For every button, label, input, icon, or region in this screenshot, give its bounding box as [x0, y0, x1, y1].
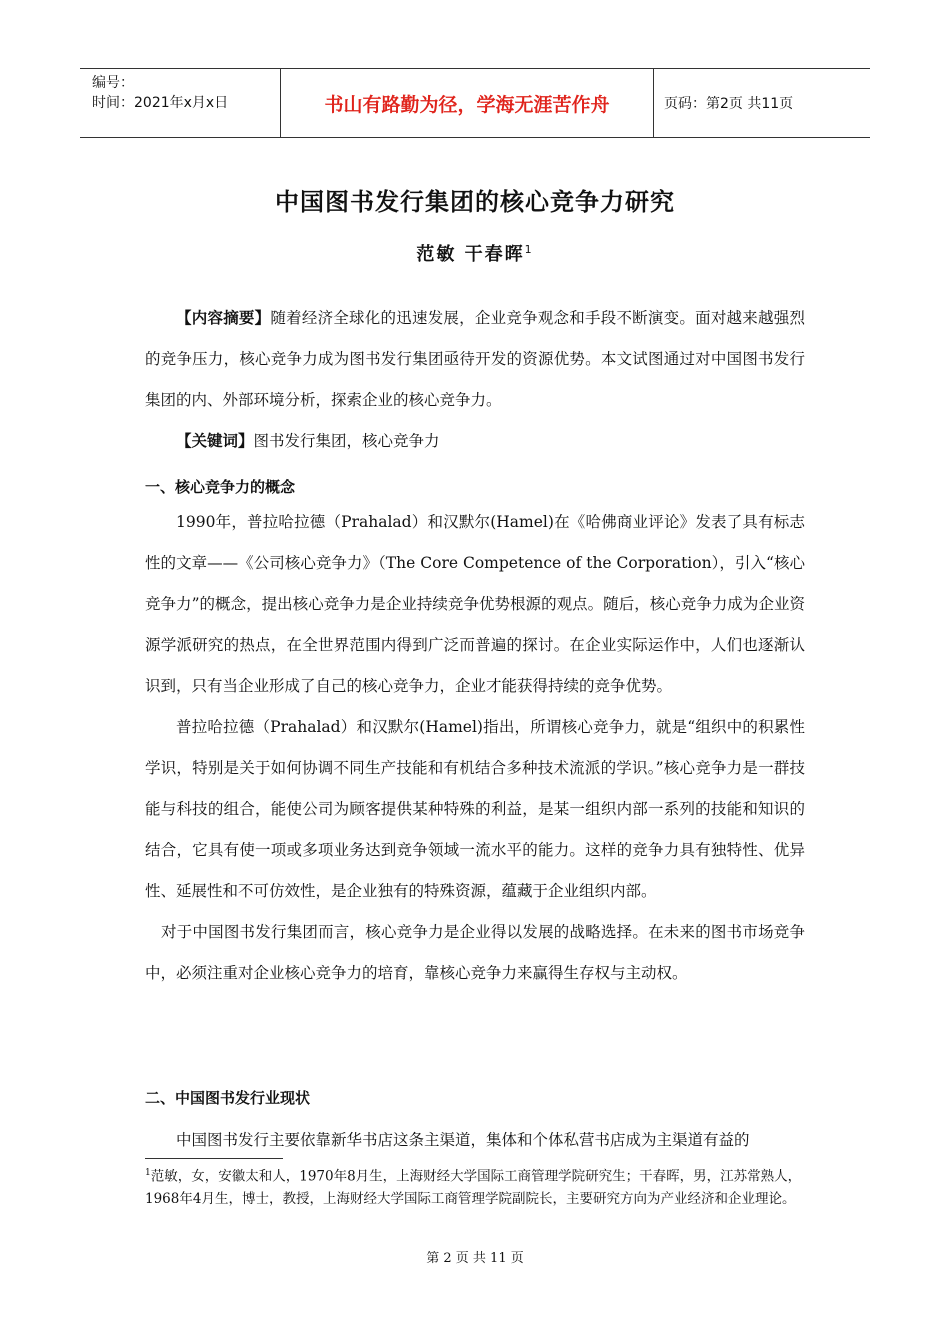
document-title: 中国图书发行集团的核心竞争力研究 — [275, 188, 675, 216]
section-2-paragraph-1: 中国图书发行主要依靠新华书店这条主渠道，集体和个体私营书店成为主渠道有益的 — [176, 1131, 750, 1149]
abstract-label: 【内容摘要】 — [176, 309, 271, 327]
section-1-paragraph-3: 对于中国图书发行集团而言，核心竞争力是企业得以发展的战略选择。在未来的图书市场竞争中，必须注重对企业核心竞争力的培育，靠核心竞争力来赢得生存权与主动权。 — [145, 923, 805, 982]
header-motto: 书山有路勤为径，学海无涯苦作舟 — [324, 93, 610, 116]
section-1-heading: 一、核心竞争力的概念 — [145, 478, 296, 496]
keywords-paragraph — [145, 421, 805, 462]
authors-line — [0, 240, 950, 266]
abstract-block — [145, 298, 805, 462]
header-date: 时间：2021年x月x日 — [92, 95, 229, 111]
abstract-paragraph — [145, 298, 805, 421]
footnote-divider — [145, 1158, 283, 1159]
section-1-paragraph-2: 普拉哈拉德（Prahalad）和汉默尔(Hamel)指出，所谓核心竞争力，就是“组织中的积累性学识，特别是关于如何协调不同生产技能和有机结合多种技术流派的学识。”核心竞争力是一群技能与科技的组合，能使公司为顾客提供某种特殊的利益，是某一组织内部一系列的技能和知识的结合，它具有使一项或多项业务达到竞争领域一流水平的能力。这样的竞争力具有独特性、优异性、延展性和不可仿效性，是企业独有的特殊资源，蕴藏于企业组织内部。 — [145, 718, 805, 900]
section-1-paragraph-1: 1990年，普拉哈拉德（Prahalad）和汉默尔(Hamel)在《哈佛商业评论》发表了具有标志性的文章——《公司核心竞争力》（The Core Competence of the Corporation），引入“核心竞争力”的概念，提出核心竞争力是企业持续竞争优势根源的观点。随后，核心竞争力成为企业资源学派研究的热点，在全世界范围内得到广泛而普遍的探讨。在企业实际运作中，人们也逐渐认识到，只有当企业形成了自己的核心竞争力，企业才能获得持续的竞争优势。 — [145, 513, 805, 695]
footnote-text: 范敏，女，安徽太和人，1970年8月生，上海财经大学国际工商管理学院研究生；干春晖，男，江苏常熟人，1968年4月生，博士，教授，上海财经大学国际工商管理学院副院长，主要研究方向为产业经济和企业理论。 — [145, 1168, 802, 1207]
header-meta — [80, 69, 280, 137]
footnote — [145, 1162, 805, 1210]
abstract-text: 随着经济全球化的迅速发展，企业竞争观念和手段不断演变。面对越来越强烈的竞争压力，核心竞争力成为图书发行集团亟待开发的资源优势。本文试图通过对中国图书发行集团的内、外部环境分析，探索企业的核心竞争力。 — [145, 309, 805, 409]
page-header — [80, 68, 870, 138]
footnote-mark: 1 — [145, 1168, 151, 1178]
keywords-text: 图书发行集团，核心竞争力 — [253, 432, 440, 450]
header-number-label: 编号： — [92, 75, 134, 91]
authors: 范敏 干春晖 — [416, 244, 525, 265]
section-1-body — [145, 502, 805, 994]
header-page-info: 页码：第2页 共11页 — [664, 96, 794, 112]
author-footnote-mark: 1 — [524, 243, 534, 256]
page-number: 第 2 页 共 11 页 — [426, 1251, 524, 1266]
keywords-label: 【关键词】 — [176, 432, 254, 450]
header-motto-cell — [280, 69, 654, 137]
section-2-body — [145, 1120, 805, 1161]
section-2-heading: 二、中国图书发行业现状 — [145, 1089, 311, 1107]
